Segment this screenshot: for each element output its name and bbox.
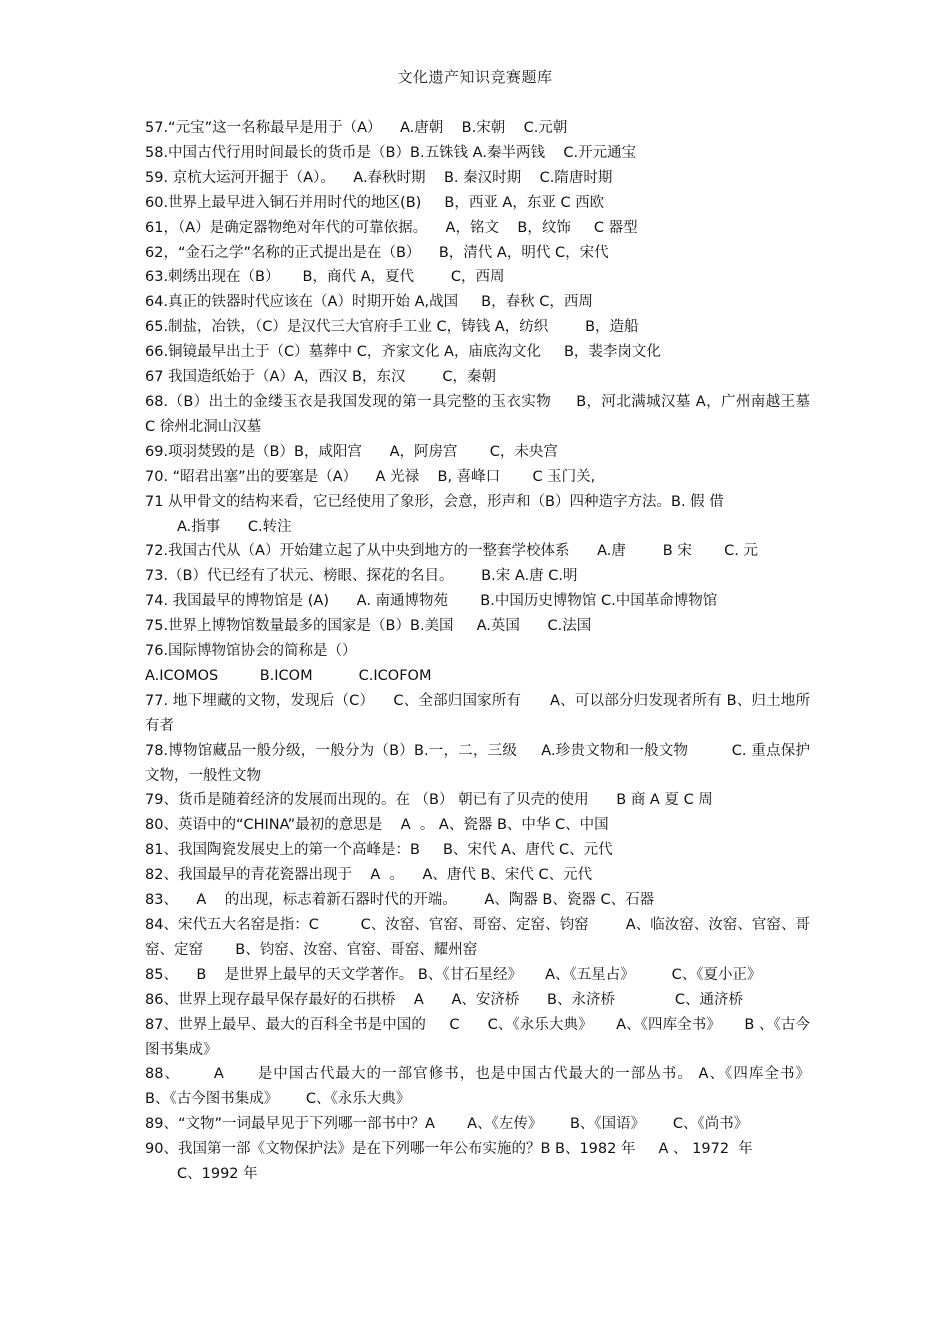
question-83: 83、 A 的出现，标志着新石器时代的开端。 A、陶器 B、瓷器 C、石器: [145, 892, 655, 909]
question-60: 60.世界上最早进入铜石并用时代的地区(B) B，西亚 A，东亚 C 西欧: [145, 194, 605, 211]
question-87: 87、世界上最早、最大的百科全书是中国的 C C、《永乐大典》 A、《四库全书》 B 、《古今图书集成》: [145, 1016, 810, 1058]
question-68: 68.（B）出土的金缕玉衣是我国发现的第一具完整的玉衣实物 B，河北满城汉墓 A，广州南越王墓 C 徐州北洞山汉墓: [145, 393, 843, 435]
question-76-options: A.ICOMOS B.ICOM C.ICOFOM: [145, 667, 432, 684]
question-81: 81、我国陶瓷发展史上的第一个高峰是：B B、宋代 A、唐代 C、元代: [145, 842, 613, 859]
question-61: 61，（A）是确定器物绝对年代的可靠依据。 A，铭文 B，纹饰 C 器型: [145, 219, 638, 236]
question-78: 78.博物馆藏品一般分级，一般分为（B）B.一，二，三级 A.珍贵文物和一般文物 C. 重点保护文物，一般性文物: [145, 742, 810, 784]
question-88: 88、 A 是中国古代最大的一部官修书，也是中国古代最大的一部丛书。 A、《四库全书》 B、《古今图书集成》 C、《永乐大典》: [145, 1066, 838, 1108]
page-header-title: 文化遗产知识竞赛题库: [397, 68, 553, 86]
question-84: 84、宋代五大名窑是指：C C、汝窑、官窑、哥窑、定窑、钧窑 A、临汝窑、汝窑、官窑、哥窑、定窑 B、钧窑、汝窑、官窑、哥窑、耀州窑: [145, 917, 810, 958]
question-85: 85、 B 是世界上最早的天文学著作。 B、《甘石星经》 A、《五星占》 C、《夏小正》: [145, 966, 762, 983]
question-65: 65.制盐，冶铁，（C）是汉代三大官府手工业 C，铸钱 A，纺织 B，造船: [145, 319, 639, 336]
question-69: 69.项羽焚毁的是（B）B，咸阳宫 A，阿房宫 C，未央宫: [145, 443, 558, 460]
question-67: 67 我国造纸始于（A）A，西汉 B，东汉 C，秦朝: [145, 369, 496, 386]
question-70: 70. “昭君出塞”出的要塞是（A） A 光禄 B, 喜峰口 C 玉门关,: [145, 468, 596, 485]
question-86: 86、世界上现存最早保存最好的石拱桥 A A、安济桥 B、永济桥 C、通济桥: [145, 991, 744, 1008]
question-80: 80、英语中的“CHINA”最初的意思是 A 。 A、瓷器 B、中华 C、中国: [145, 817, 609, 834]
question-71: 71 从甲骨文的结构来看，它已经使用了象形，会意，形声和（B）四种造字方法。B. 假 借: [145, 493, 724, 510]
question-73: 73.（B）代已经有了状元、榜眼、探花的名目。 B.宋 A.唐 C.明: [145, 568, 578, 585]
question-90: 90、我国第一部《文物保护法》是在下列哪一年公布实施的？B B、1982 年 A 、 1972 年: [145, 1141, 753, 1158]
question-59: 59. 京杭大运河开掘于（A）。 A.春秋时期 B. 秦汉时期 C.隋唐时期: [145, 169, 613, 186]
question-57: 57.“元宝”这一名称最早是用于（A） A.唐朝 B.宋朝 C.元朝: [145, 120, 568, 136]
question-75: 75.世界上博物馆数量最多的国家是（B）B.美国 A.英国 C.法国: [145, 618, 592, 635]
question-77: 77. 地下埋藏的文物，发现后（C） C、全部归国家所有 A、可以部分归发现者所有 B、归土地所有者: [145, 692, 810, 734]
question-79: 79、货币是随着经济的发展而出现的。在 （B） 朝已有了贝壳的使用 B 商 A 夏 C 周: [145, 792, 713, 809]
question-66: 66.铜镜最早出土于（C）墓葬中 C，齐家文化 A，庙底沟文化 B，裴李岗文化: [145, 344, 661, 361]
question-82: 82、我国最早的青花瓷器出现于 A 。 A、唐代 B、宋代 C、元代: [145, 867, 593, 884]
question-90-options: C、1992 年: [177, 1166, 258, 1183]
question-64: 64.真正的铁器时代应该在（A）时期开始 A,战国 B，春秋 C，西周: [145, 294, 593, 311]
question-62: 62，“金石之学”名称的正式提出是在（B） B，清代 A，明代 C，宋代: [145, 244, 609, 261]
question-71-options: A.指事 C.转注: [177, 518, 292, 535]
question-76: 76.国际博物馆协会的简称是（）: [145, 643, 357, 660]
question-58: 58.中国古代行用时间最长的货币是（B）B.五铢钱 A.秦半两钱 C.开元通宝: [145, 144, 637, 161]
question-74: 74. 我国最早的博物馆是 (A) A. 南通博物苑 B.中国历史博物馆 C.中国革命博物馆: [145, 593, 718, 610]
question-63: 63.刺绣出现在（B） B，商代 A，夏代 C，西周: [145, 269, 505, 286]
question-list: [145, 116, 843, 1187]
question-72: 72.我国古代从（A）开始建立起了从中央到地方的一整套学校体系 A.唐 B 宋 C. 元: [145, 543, 758, 560]
question-89: 89、“文物”一词最早见于下列哪一部书中？A A、《左传》 B、《国语》 C、《尚书》: [145, 1116, 749, 1133]
